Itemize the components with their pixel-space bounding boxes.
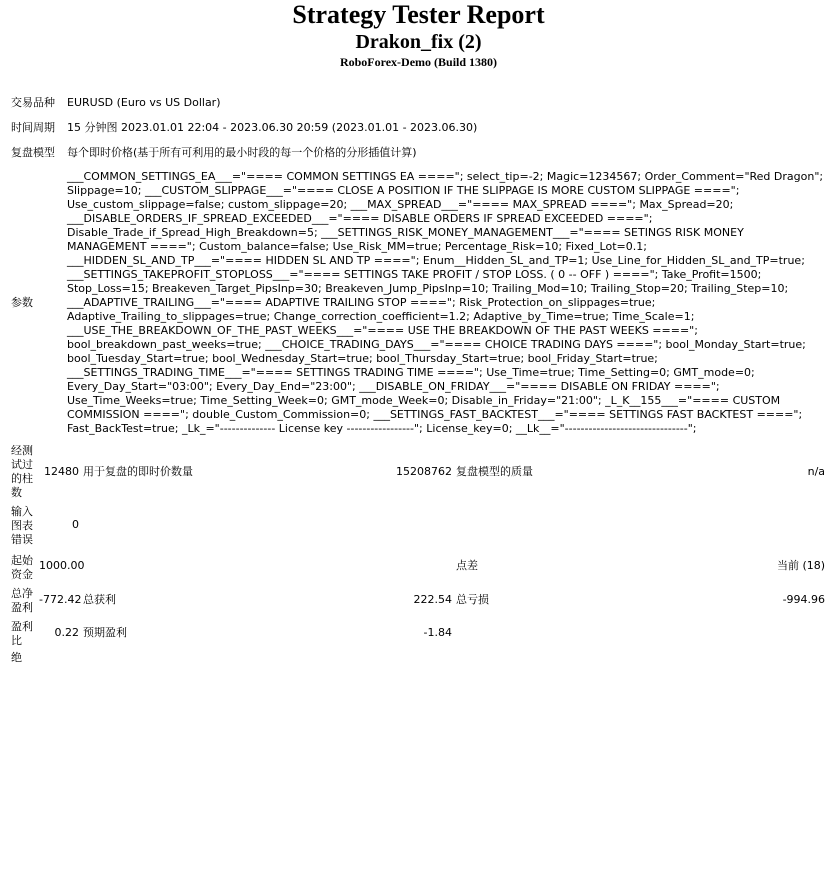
errors-label: 输入图表错误 xyxy=(11,505,33,546)
report-table xyxy=(9,92,827,666)
deposit-label: 起始资金 xyxy=(11,554,33,581)
payoff-label: 预期盈利 xyxy=(83,625,127,639)
grossprofit-label: 总获利 xyxy=(83,592,116,606)
symbol-value: EURUSD (Euro vs US Dollar) xyxy=(67,95,221,109)
pf-value: 0.22 xyxy=(54,625,79,639)
spread-value: 当前 (18) xyxy=(776,558,826,572)
report-title: Strategy Tester Report xyxy=(292,0,545,29)
model-label: 复盘模型 xyxy=(11,145,55,159)
payoff-value: -1.84 xyxy=(423,625,452,639)
row-model xyxy=(9,142,827,163)
row-errors xyxy=(9,501,827,548)
quality-label: 复盘模型的质量 xyxy=(456,465,533,478)
symbol-label: 交易品种 xyxy=(11,95,55,109)
row-params xyxy=(9,169,827,437)
period-value: 15 分钟图 2023.01.01 22:04 - 2023.06.30 20:59 (2023.01.01 - 2023.06.30) xyxy=(67,120,478,134)
ticks-value: 15208762 xyxy=(396,465,452,478)
row-bars xyxy=(9,443,827,501)
row-period xyxy=(9,117,827,138)
row-symbol xyxy=(9,92,827,113)
params-value: ___COMMON_SETTINGS_EA___="==== COMMON SETTINGS EA ===="; select_tip=-2; Magic=1234567; Order_Comment="Red Dragon"; Slippage=10; ___CUSTOM_SLIPPAGE___="==== CLOSE A POSITION IF THE SLIPPAGE IS MORE CUSTOM SLIPPAGE ===="; Use_custom_slippage=false; custom_slippage=20; ___MAX_SPREAD___="==== MAX_SPREAD ===="; Max_Spread=20; ___DISABLE_ORDERS_IF_SPREAD_EXCEEDED___="==== DISABLE ORDERS IF SPREAD EXCEEDED ===="; Disable_Trade_if_Spread_High_Breakdown=5; ___SETTINGS_RISK_MONEY_MANAGEMENT___="==== SETINGS RISK MONEY MANAGEMENT ===="; Custom_balance=false; Use_Risk_MM=true; Percentage_Risk=10; Fixed_Lot=0.1; ___HIDDEN_SL_AND_TP___="==== HIDDEN SL AND TP ===="; Enum__Hidden_SL_and_TP=1; Use_Line_for_Hidden_SL_and_TP=true; ___SETTINGS_TAKEPROFIT_STOPLOSS___="==== SETTINGS TAKE PROFIT / STOP LOSS. ( 0 -- OFF ) ===="; Take_Profit=1500; Stop_Loss=15; Breakeven_Target_PipsInp=30; Breakeven_Jump_PipsInp=10; Trailing_Mod=10; Trailing_Stop=20; Trailing_Step=10; ___ADAPTIVE_TRAILING___="==== ADAPTIVE TRAILING STOP ===="; Risk_Protection_on_slippages=true; Adaptive_Trailing_to_slippages=true; Change_correction_coefficient=1.2; Adaptive_by_Time=true; Time_Scale=1; ___USE_THE_BREAKDOWN_OF_THE_PAST_WEEKS___="==== USE THE BREAKDOWN OF THE PAST WEEKS ===="; bool_breakdown_past_weeks=true; ___CHOICE_TRADING_DAYS___="==== CHOICE TRADING DAYS ===="; bool_Monday_Start=true; bool_Tuesday_Start=true; bool_Wednesday_Start=true; bool_Thursday_Start=true; bool_Friday_Start=true; ___SETTINGS_TRADING_TIME___="==== SETTINGS TRADING TIME ===="; Use_Time=true; Time_Setting=0; GMT_mode=0; Every_Day_Start="03:00"; Every_Day_End="23:00"; ___DISABLE_ON_FRIDAY___="==== DISABLE ON FRIDAY ===="; Use_Time_Weeks=true; Time_Setting_Week=0; GMT_mode_Week=0; Disable_in_Friday="21:00"; _L_K__155___="==== CUSTOM COMMISSION ===="; double_Custom_Commission=0; ___SETTINGS_FAST_BACKTEST___="==== SETTINGS FAST BACKTEST ===="; Fast_BackTest=true; _Lk_="-------------- License key -----------------"; License_key=0; __Lk__="-------------------------------"; xyxy=(67,170,824,435)
model-value: 每个即时价格(基于所有可利用的最小时段的每一个价格的分形插值计算) xyxy=(67,145,417,159)
params-label: 参数 xyxy=(11,296,33,309)
bars-value: 12480 xyxy=(44,465,79,478)
spread-label: 点差 xyxy=(456,558,478,572)
netprofit-label: 总净盈利 xyxy=(11,587,33,614)
deposit-value: 1000.00 xyxy=(39,558,85,572)
period-label: 时间周期 xyxy=(11,120,55,134)
quality-value: n/a xyxy=(807,465,826,478)
errors-value: 0 xyxy=(72,517,79,531)
row-profitfactor xyxy=(9,616,827,649)
row-deposit xyxy=(9,548,827,583)
grossloss-label: 总亏损 xyxy=(456,592,489,606)
row-netprofit xyxy=(9,583,827,616)
pf-label: 盈利比 xyxy=(11,620,33,647)
grossprofit-value: 222.54 xyxy=(413,592,452,606)
dd-label: 绝 xyxy=(11,651,22,664)
grossloss-value: -994.96 xyxy=(782,592,826,606)
server-build: RoboForex-Demo (Build 1380) xyxy=(339,55,498,69)
expert-name: Drakon_fix (2) xyxy=(355,31,482,53)
netprofit-value: -772.42 xyxy=(39,592,82,606)
row-drawdown xyxy=(9,649,827,666)
ticks-label: 用于复盘的即时价数量 xyxy=(83,465,193,478)
bars-label: 经测试过的柱数 xyxy=(11,444,33,499)
